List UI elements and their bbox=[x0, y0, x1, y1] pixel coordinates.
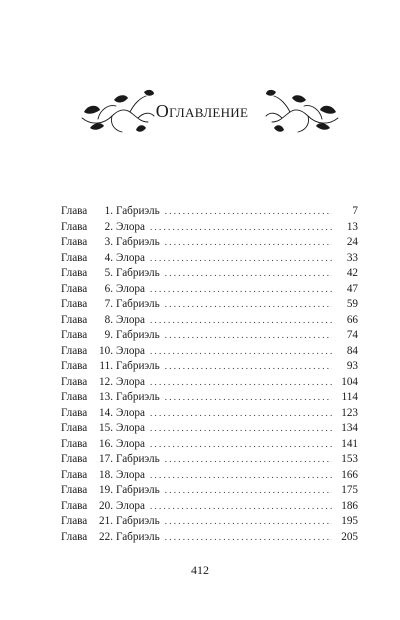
toc-entry bbox=[61, 235, 358, 251]
dot-leader bbox=[150, 251, 332, 267]
table-of-contents bbox=[61, 204, 358, 545]
toc-entry bbox=[61, 499, 358, 515]
chapter-title: Элора bbox=[116, 251, 145, 264]
chapter-page-number: 47 bbox=[346, 282, 358, 295]
chapter-page-number: 33 bbox=[346, 251, 358, 264]
chapter-title: Элора bbox=[116, 437, 145, 450]
chapter-page-number: 123 bbox=[341, 406, 358, 419]
chapter-page-number: 175 bbox=[341, 484, 358, 496]
chapter-word: Глава bbox=[61, 251, 88, 264]
chapter-word: Глава bbox=[61, 205, 88, 217]
chapter-number: 3. bbox=[104, 236, 113, 248]
chapter-title: Элора bbox=[116, 422, 145, 434]
toc-entry bbox=[61, 530, 358, 546]
chapter-title: Габриэль bbox=[116, 391, 160, 403]
chapter-word: Глава bbox=[61, 360, 88, 372]
toc-entry bbox=[61, 514, 358, 530]
chapter-word: Глава bbox=[61, 282, 88, 295]
toc-entry bbox=[61, 282, 358, 298]
dot-leader bbox=[165, 204, 332, 220]
dot-leader bbox=[150, 375, 332, 391]
toc-entry bbox=[61, 251, 358, 267]
dot-leader bbox=[150, 220, 332, 236]
chapter-number: 5. bbox=[104, 267, 113, 279]
chapter-title: Габриэль bbox=[116, 236, 160, 248]
chapter-title: Габриэль bbox=[116, 205, 160, 217]
dot-leader bbox=[165, 266, 332, 282]
chapter-page-number: 59 bbox=[346, 298, 358, 310]
chapter-title: Габриэль bbox=[116, 267, 160, 279]
dot-leader bbox=[165, 297, 332, 313]
dot-leader bbox=[165, 483, 332, 499]
chapter-page-number: 205 bbox=[341, 530, 358, 543]
page-title: Оглавление bbox=[155, 101, 249, 121]
chapter-number: 11. bbox=[99, 360, 113, 372]
chapter-word: Глава bbox=[61, 530, 88, 543]
chapter-title: Элора bbox=[116, 282, 145, 295]
dot-leader bbox=[150, 313, 332, 329]
chapter-number: 9. bbox=[104, 329, 113, 341]
chapter-word: Глава bbox=[61, 515, 88, 527]
chapter-page-number: 13 bbox=[346, 220, 358, 233]
chapter-word: Глава bbox=[61, 391, 88, 403]
chapter-number: 6. bbox=[104, 282, 113, 295]
chapter-page-number: 134 bbox=[341, 422, 358, 434]
chapter-page-number: 66 bbox=[346, 313, 358, 326]
chapter-word: Глава bbox=[61, 422, 88, 434]
toc-entry bbox=[61, 220, 358, 236]
page-number: 412 bbox=[191, 563, 209, 577]
chapter-number: 20. bbox=[99, 499, 113, 512]
leaf-flourish-icon bbox=[78, 88, 158, 138]
toc-entry bbox=[61, 359, 358, 375]
chapter-page-number: 166 bbox=[341, 468, 358, 481]
leaf-flourish-icon bbox=[262, 88, 342, 138]
dot-leader bbox=[150, 421, 332, 437]
chapter-word: Глава bbox=[61, 267, 88, 279]
chapter-word: Глава bbox=[61, 375, 88, 388]
toc-entry bbox=[61, 344, 358, 360]
chapter-number: 18. bbox=[99, 468, 113, 481]
toc-entry bbox=[61, 204, 358, 220]
toc-entry bbox=[61, 313, 358, 329]
dot-leader bbox=[150, 437, 332, 453]
chapter-number: 19. bbox=[99, 484, 113, 496]
chapter-title: Элора bbox=[116, 499, 145, 512]
chapter-number: 22. bbox=[99, 530, 113, 543]
chapter-title: Габриэль bbox=[116, 329, 160, 341]
chapter-word: Глава bbox=[61, 484, 88, 496]
chapter-word: Глава bbox=[61, 220, 88, 233]
toc-entry bbox=[61, 483, 358, 499]
chapter-number: 12. bbox=[99, 375, 113, 388]
toc-entry bbox=[61, 437, 358, 453]
toc-entry bbox=[61, 421, 358, 437]
chapter-page-number: 42 bbox=[346, 267, 358, 279]
dot-leader bbox=[150, 344, 332, 360]
chapter-word: Глава bbox=[61, 468, 88, 481]
chapter-number: 4. bbox=[104, 251, 113, 264]
chapter-number: 1. bbox=[104, 205, 113, 217]
chapter-number: 7. bbox=[104, 298, 113, 310]
chapter-word: Глава bbox=[61, 329, 88, 341]
chapter-word: Глава bbox=[61, 499, 88, 512]
chapter-number: 17. bbox=[99, 453, 113, 465]
dot-leader bbox=[165, 514, 332, 530]
chapter-title: Габриэль bbox=[116, 360, 160, 372]
chapter-page-number: 114 bbox=[341, 391, 358, 403]
toc-entry bbox=[61, 452, 358, 468]
chapter-page-number: 104 bbox=[341, 375, 358, 388]
chapter-word: Глава bbox=[61, 437, 88, 450]
chapter-title: Габриэль bbox=[116, 453, 160, 465]
toc-entry bbox=[61, 297, 358, 313]
toc-entry bbox=[61, 390, 358, 406]
chapter-page-number: 195 bbox=[341, 515, 358, 527]
chapter-title: Габриэль bbox=[116, 298, 160, 310]
chapter-page-number: 186 bbox=[341, 499, 358, 512]
chapter-number: 14. bbox=[99, 406, 113, 419]
toc-entry bbox=[61, 266, 358, 282]
chapter-word: Глава bbox=[61, 236, 88, 248]
chapter-word: Глава bbox=[61, 406, 88, 419]
chapter-number: 15. bbox=[99, 422, 113, 434]
chapter-number: 21. bbox=[99, 515, 113, 527]
dot-leader bbox=[165, 452, 332, 468]
chapter-title: Элора bbox=[116, 220, 145, 233]
chapter-word: Глава bbox=[61, 313, 88, 326]
chapter-title: Элора bbox=[116, 406, 145, 419]
dot-leader bbox=[150, 499, 332, 515]
chapter-page-number: 84 bbox=[346, 344, 358, 357]
toc-entry bbox=[61, 328, 358, 344]
chapter-page-number: 24 bbox=[346, 236, 358, 248]
chapter-word: Глава bbox=[61, 344, 88, 357]
toc-entry bbox=[61, 406, 358, 422]
chapter-number: 13. bbox=[99, 391, 113, 403]
chapter-word: Глава bbox=[61, 298, 88, 310]
dot-leader bbox=[150, 406, 332, 422]
toc-header bbox=[0, 88, 400, 138]
chapter-page-number: 7 bbox=[352, 205, 358, 217]
chapter-title: Элора bbox=[116, 313, 145, 326]
chapter-number: 16. bbox=[99, 437, 113, 450]
chapter-page-number: 74 bbox=[346, 329, 358, 341]
chapter-number: 2. bbox=[104, 220, 113, 233]
dot-leader bbox=[165, 328, 332, 344]
chapter-title: Габриэль bbox=[116, 530, 160, 543]
toc-entry bbox=[61, 375, 358, 391]
dot-leader bbox=[165, 359, 332, 375]
dot-leader bbox=[165, 235, 332, 251]
chapter-title: Габриэль bbox=[116, 515, 160, 527]
chapter-word: Глава bbox=[61, 453, 88, 465]
chapter-number: 8. bbox=[104, 313, 113, 326]
chapter-title: Габриэль bbox=[116, 484, 160, 496]
chapter-page-number: 141 bbox=[341, 437, 358, 450]
chapter-title: Элора bbox=[116, 344, 145, 357]
chapter-number: 10. bbox=[99, 344, 113, 357]
toc-entry bbox=[61, 468, 358, 484]
chapter-title: Элора bbox=[116, 468, 145, 481]
chapter-title: Элора bbox=[116, 375, 145, 388]
dot-leader bbox=[165, 530, 332, 546]
dot-leader bbox=[150, 468, 332, 484]
dot-leader bbox=[165, 390, 332, 406]
chapter-page-number: 93 bbox=[346, 360, 358, 372]
chapter-page-number: 153 bbox=[341, 453, 358, 465]
dot-leader bbox=[150, 282, 332, 298]
